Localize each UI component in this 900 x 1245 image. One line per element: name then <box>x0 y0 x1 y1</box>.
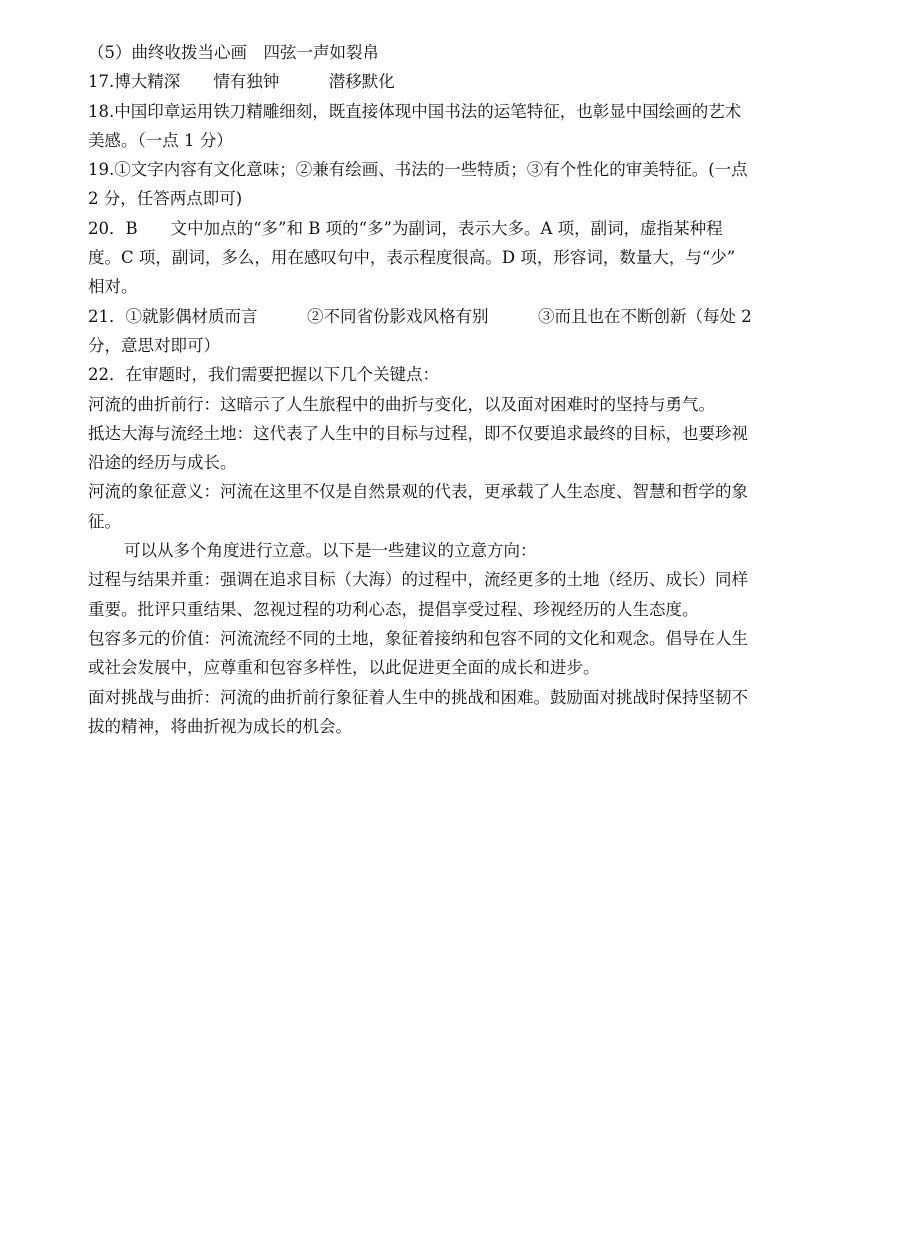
answer-line-21: 21．①就影偶材质而言 ②不同省份影戏风格有别 ③而且也在不断创新（每处 2 <box>88 306 752 326</box>
answer-line-19: 19.①文字内容有文化意味；②兼有绘画、书法的一些特质；③有个性化的审美特征。(一点 <box>88 160 748 180</box>
key-point-symbolism: 河流的象征意义：河流在这里不仅是自然景观的代表，更承载了人生态度、智慧和哲学的象 <box>88 482 748 502</box>
thesis-process-and-result: 过程与结果并重：强调在追求目标（大海）的过程中，流经更多的土地（经历、成长）同样 <box>88 570 748 590</box>
answer-line-20: 20．B 文中加点的“多”和 B 项的“多”为副词，表示大多。A 项，副词，虚指某种程 <box>88 218 723 238</box>
key-point-sea-and-land: 抵达大海与流经土地：这代表了人生中的目标与过程，即不仅要追求最终的目标，也要珍视 <box>88 423 748 443</box>
answer-line-18-cont: 美感。（一点 1 分） <box>88 130 233 150</box>
thesis-inclusiveness: 包容多元的价值：河流流经不同的土地，象征着接纳和包容不同的文化和观念。倡导在人生 <box>88 628 748 648</box>
answer-line-20-cont: 度。C 项，副词，多么，用在感叹句中，表示程度很高。D 项，形容词，数量大，与“少” <box>88 248 736 268</box>
thesis-process-and-result-cont: 重要。批评只重结果、忽视过程的功利心态，提倡享受过程、珍视经历的人生态度。 <box>88 599 699 619</box>
answer-line-22: 22．在审题时，我们需要把握以下几个关键点： <box>88 365 439 385</box>
thesis-inclusiveness-cont: 或社会发展中，应尊重和包容多样性，以此促进更全面的成长和进步。 <box>88 658 600 678</box>
answer-line-20-end: 相对。 <box>88 277 138 297</box>
answer-document <box>88 38 818 741</box>
answer-line-21-cont: 分，意思对即可） <box>88 335 220 355</box>
answer-line-5-poem: （5）曲终收拨当心画 四弦一声如裂帛 <box>88 43 379 62</box>
key-point-symbolism-cont: 征。 <box>88 511 121 531</box>
answer-line-17: 17.博大精深 情有独钟 潜移默化 <box>88 72 395 92</box>
key-point-sea-and-land-cont: 沿途的经历与成长。 <box>88 453 237 473</box>
key-point-river-winding: 河流的曲折前行：这暗示了人生旅程中的曲折与变化，以及面对困难时的坚持与勇气。 <box>88 394 715 414</box>
thesis-intro: 可以从多个角度进行立意。以下是一些建议的立意方向： <box>124 541 537 561</box>
thesis-challenges-cont: 拔的精神，将曲折视为成长的机会。 <box>88 716 352 736</box>
thesis-challenges: 面对挑战与曲折：河流的曲折前行象征着人生中的挑战和困难。鼓励面对挑战时保持坚韧不 <box>88 687 748 707</box>
answer-line-19-cont: 2 分，任答两点即可) <box>88 189 243 209</box>
answer-line-18: 18.中国印章运用铁刀精雕细刻，既直接体现中国书法的运笔特征，也彰显中国绘画的艺术 <box>88 101 742 121</box>
